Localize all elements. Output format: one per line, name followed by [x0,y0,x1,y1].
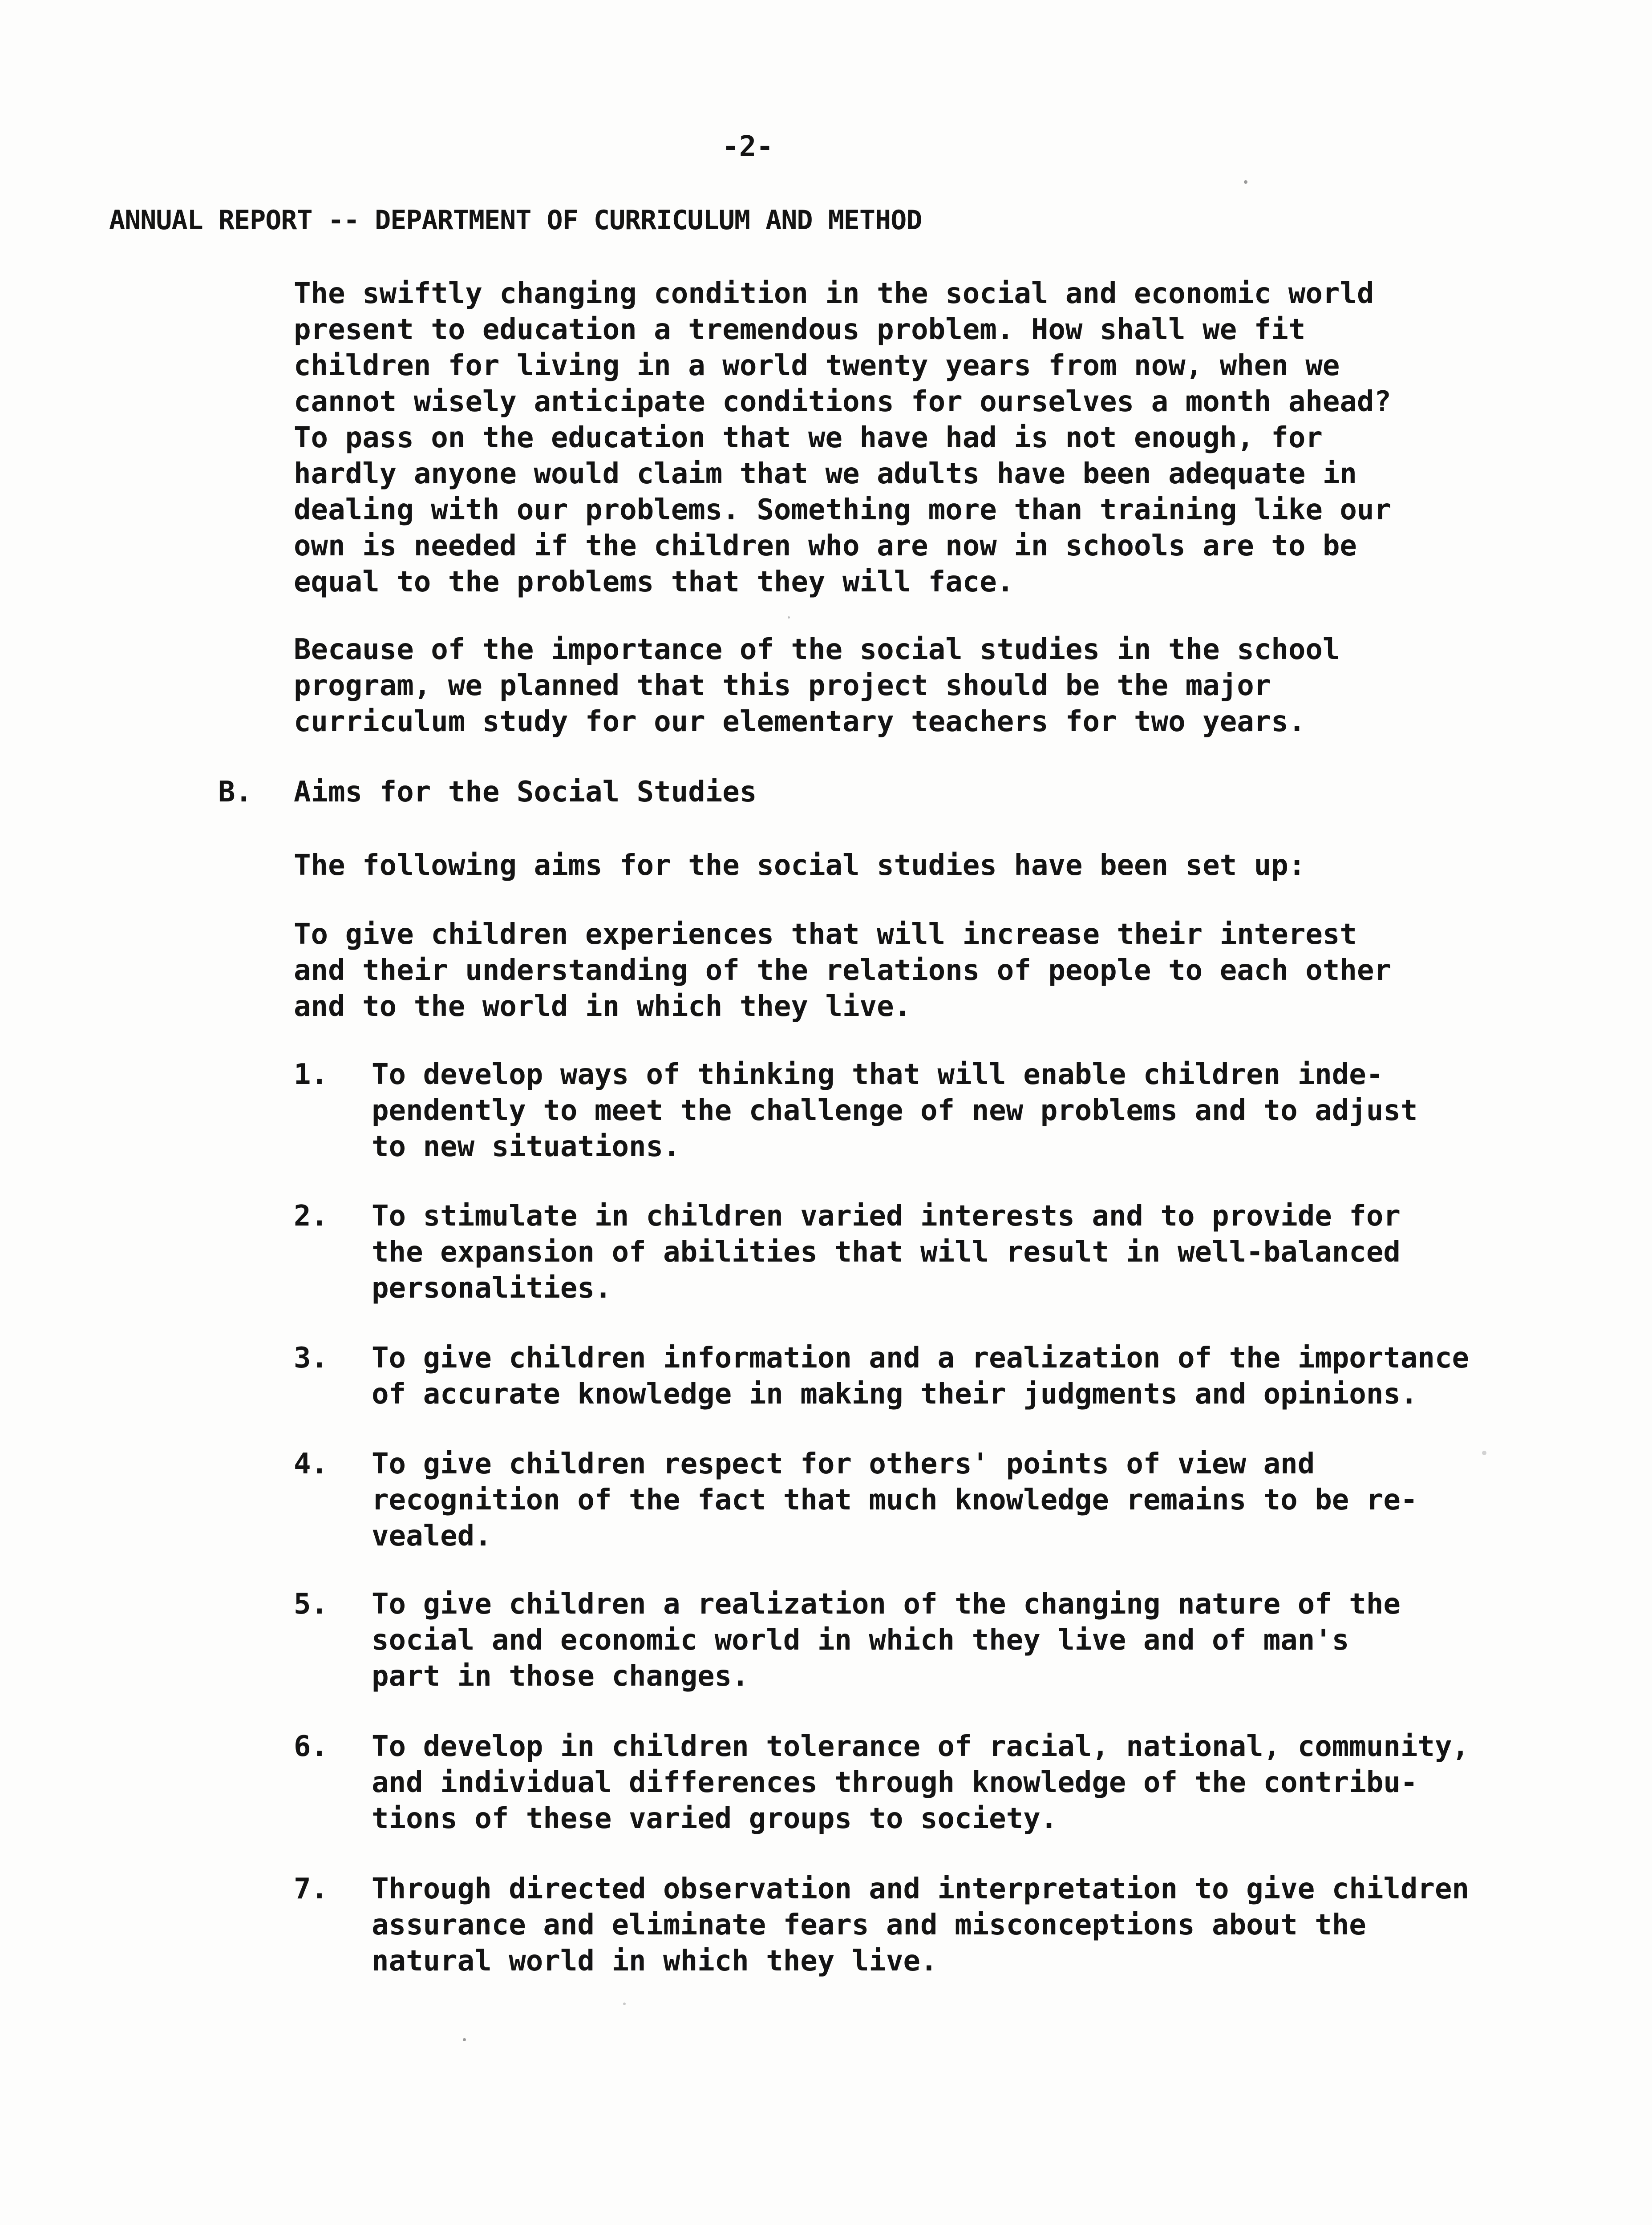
text-line: vealed. [372,1520,492,1553]
text-line: The swiftly changing condition in the social and economic world [294,277,1374,310]
text-line: To pass on the education that we have had is not enough, for [294,421,1323,454]
aims-intro [294,848,1473,884]
aim-number: 6. [294,1730,328,1763]
text-line: tions of these varied groups to society. [372,1802,1058,1835]
text-line: To stimulate in children varied interests and to provide for [372,1200,1401,1233]
text-line: To develop in children tolerance of racial, national, community, [372,1730,1469,1763]
text-line: present to education a tremendous problem. How shall we fit [294,313,1306,346]
text-line: part in those changes. [372,1660,749,1693]
aim-number: 5. [294,1588,328,1621]
text-line: To give children respect for others' points of view and [372,1448,1315,1481]
aim-text [372,1446,1417,1554]
text-line: dealing with our problems. Something more than training like our [294,494,1391,526]
aim-text [372,1340,1469,1412]
text-line: personalities. [372,1272,612,1305]
scan-speck [623,2002,626,2005]
section-letter: B. [218,776,253,809]
text-line: To give children experiences that will increase their interest [294,918,1357,951]
intro-paragraph-2 [294,632,1473,740]
general-aim [294,917,1473,1025]
aim-number: 7. [294,1873,328,1905]
report-header: ANNUAL REPORT -- DEPARTMENT OF CURRICULUM AND METHOD [109,205,922,236]
text-line: To develop ways of thinking that will enable children inde- [372,1058,1384,1091]
text-line: The following aims for the social studies have been set up: [294,849,1306,882]
text-line: curriculum study for our elementary teachers for two years. [294,705,1306,738]
text-line: pendently to meet the challenge of new problems and to adjust [372,1094,1418,1127]
text-line: and their understanding of the relations of people to each other [294,954,1391,987]
text-line: of accurate knowledge in making their judgments and opinions. [372,1378,1418,1411]
scan-speck [1244,180,1247,184]
aim-number: 1. [294,1058,328,1091]
text-line: Through directed observation and interpretation to give children [372,1873,1469,1905]
text-line: to new situations. [372,1130,680,1163]
text-line: program, we planned that this project should be the major [294,669,1271,702]
text-line: own is needed if the children who are now in schools are to be [294,530,1357,562]
aim-text [372,1871,1469,1979]
aim-text [372,1057,1417,1165]
text-line: hardly anyone would claim that we adults have been adequate in [294,457,1357,490]
text-line: and to the world in which they live. [294,990,911,1023]
aim-number: 2. [294,1200,328,1233]
page-number: -2- [722,130,773,163]
text-line: recognition of the fact that much knowledge remains to be re- [372,1484,1418,1517]
text-line: Because of the importance of the social studies in the school [294,633,1340,666]
text-line: assurance and eliminate fears and misconceptions about the [372,1909,1366,1942]
text-line: To give children information and a realization of the importance [372,1342,1469,1375]
aim-number: 4. [294,1448,328,1481]
scan-speck [1482,1451,1486,1455]
aim-text [372,1729,1469,1837]
intro-paragraph-1 [294,276,1473,600]
text-line: and individual differences through knowledge of the contribu- [372,1766,1418,1799]
text-line: cannot wisely anticipate conditions for ourselves a month ahead? [294,385,1391,418]
section-b-heading [218,774,757,810]
text-line: To give children a realization of the changing nature of the [372,1588,1401,1621]
text-line: social and economic world in which they live and of man's [372,1624,1349,1657]
aim-text [372,1198,1401,1307]
text-line: the expansion of abilities that will result in well-balanced [372,1236,1401,1269]
section-title: Aims for the Social Studies [294,776,757,809]
aim-number: 3. [294,1342,328,1375]
scan-speck [463,2038,466,2041]
text-line: natural world in which they live. [372,1945,938,1978]
text-line: children for living in a world twenty years from now, when we [294,349,1340,382]
scan-speck [788,616,790,619]
text-line: equal to the problems that they will face. [294,566,1014,599]
aim-text [372,1586,1401,1695]
